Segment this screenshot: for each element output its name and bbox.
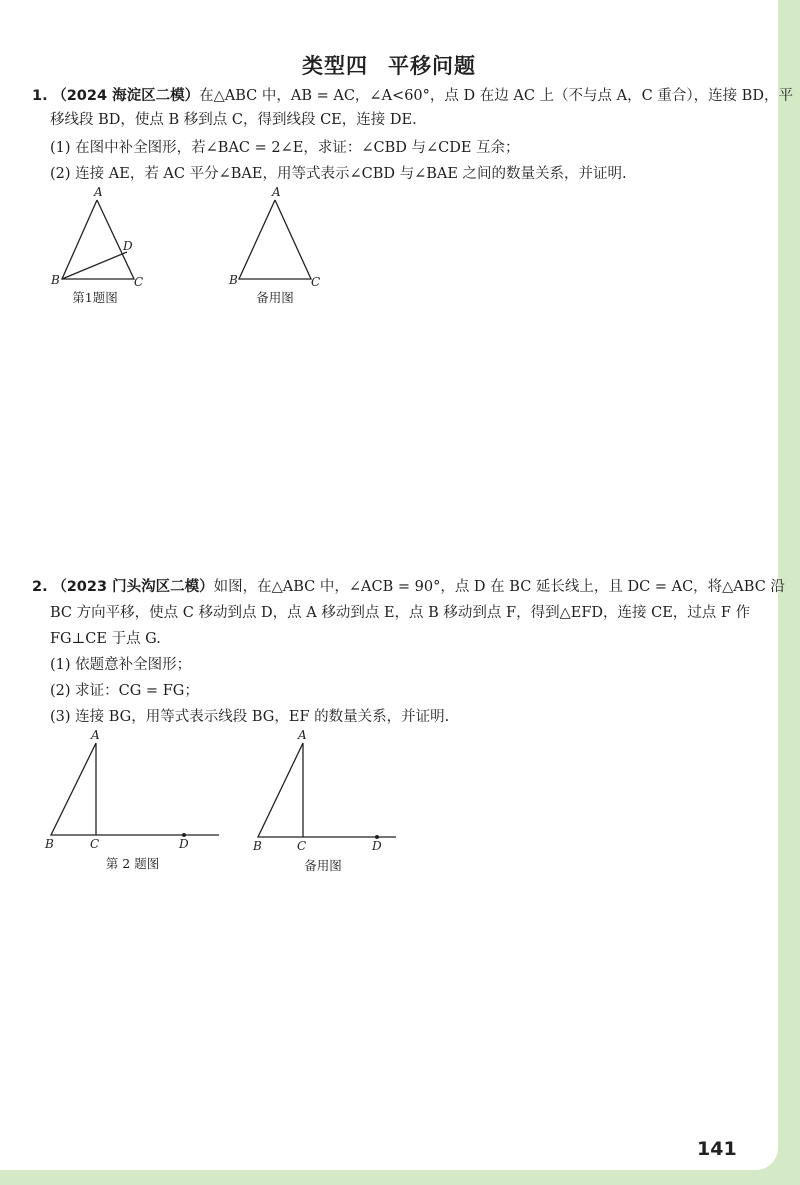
q2-line1: [32, 577, 785, 597]
section-title-part2: 平移问题: [388, 54, 476, 78]
q1-stem-line1: 在△ABC 中，AB = AC，∠A<60°，点 D 在边 AC 上（不与点 A，C 重合），连接 BD，平: [199, 88, 793, 104]
q2-part1: (1) 依题意补全图形；: [50, 657, 192, 673]
q1-fig-label-d: D: [123, 239, 133, 253]
page-number: 141: [697, 1138, 737, 1160]
q2-spare-label-c: C: [297, 839, 307, 853]
q2-fig-label-b: B: [45, 837, 54, 851]
q1-fig2-caption: 备用图: [256, 290, 294, 305]
q2-fig2-caption: 备用图: [304, 858, 342, 873]
q1-figure: [40, 185, 160, 290]
q1-fig-label-a: A: [94, 185, 103, 199]
q1-spare-label-a: A: [272, 185, 281, 199]
q1-part1: (1) 在图中补全图形，若∠BAC = 2∠E，求证：∠CBD 与∠CDE 互余；: [50, 140, 520, 156]
q1-part2: (2) 连接 AE，若 AC 平分∠BAE，用等式表示∠CBD 与∠BAE 之间的数量关系，并证明.: [50, 166, 627, 182]
section-title: [0, 50, 778, 80]
q2-stem-line2: BC 方向平移，使点 C 移动到点 D，点 A 移动到点 E，点 B 移动到点 F，得到△EFD，连接 CE，过点 F 作: [50, 605, 751, 621]
q1-line1: [32, 86, 793, 106]
q2-fig-label-a: A: [91, 728, 100, 742]
q2-number: 2.: [32, 579, 48, 595]
q2-spare-figure: [250, 727, 400, 852]
q2-stem-line1: 如图，在△ABC 中，∠ACB = 90°，点 D 在 BC 延长线上，且 DC = AC，将△ABC 沿: [213, 579, 785, 595]
q1-spare-label-c: C: [311, 275, 321, 289]
q1-spare-label-b: B: [229, 273, 238, 287]
q1-fig-label-b: B: [51, 273, 60, 287]
q1-fig1-caption: 第1题图: [72, 290, 118, 305]
q2-source: （2023 门头沟区二模）: [52, 579, 214, 595]
q2-part2: (2) 求证：CG = FG；: [50, 683, 199, 699]
q2-fig-label-c: C: [90, 837, 100, 851]
q2-fig-label-d: D: [179, 837, 189, 851]
q1-number: 1.: [32, 88, 48, 104]
q2-spare-label-a: A: [298, 728, 307, 742]
q2-part3: (3) 连接 BG，用等式表示线段 BG，EF 的数量关系，并证明.: [50, 709, 450, 725]
q1-spare-figure: [225, 185, 335, 290]
q2-stem-line3: FG⊥CE 于点 G.: [50, 631, 161, 647]
q2-fig1-caption: 第 2 题图: [105, 856, 160, 871]
q2-spare-label-b: B: [253, 839, 262, 853]
q2-figure: [40, 727, 225, 852]
q1-fig-label-c: C: [134, 275, 144, 289]
q2-spare-label-d: D: [372, 839, 382, 853]
q1-stem-line2: 移线段 BD，使点 B 移到点 C，得到线段 CE，连接 DE.: [50, 112, 417, 128]
q1-source: （2024 海淀区二模）: [52, 88, 200, 104]
section-title-part1: 类型四: [302, 54, 368, 78]
